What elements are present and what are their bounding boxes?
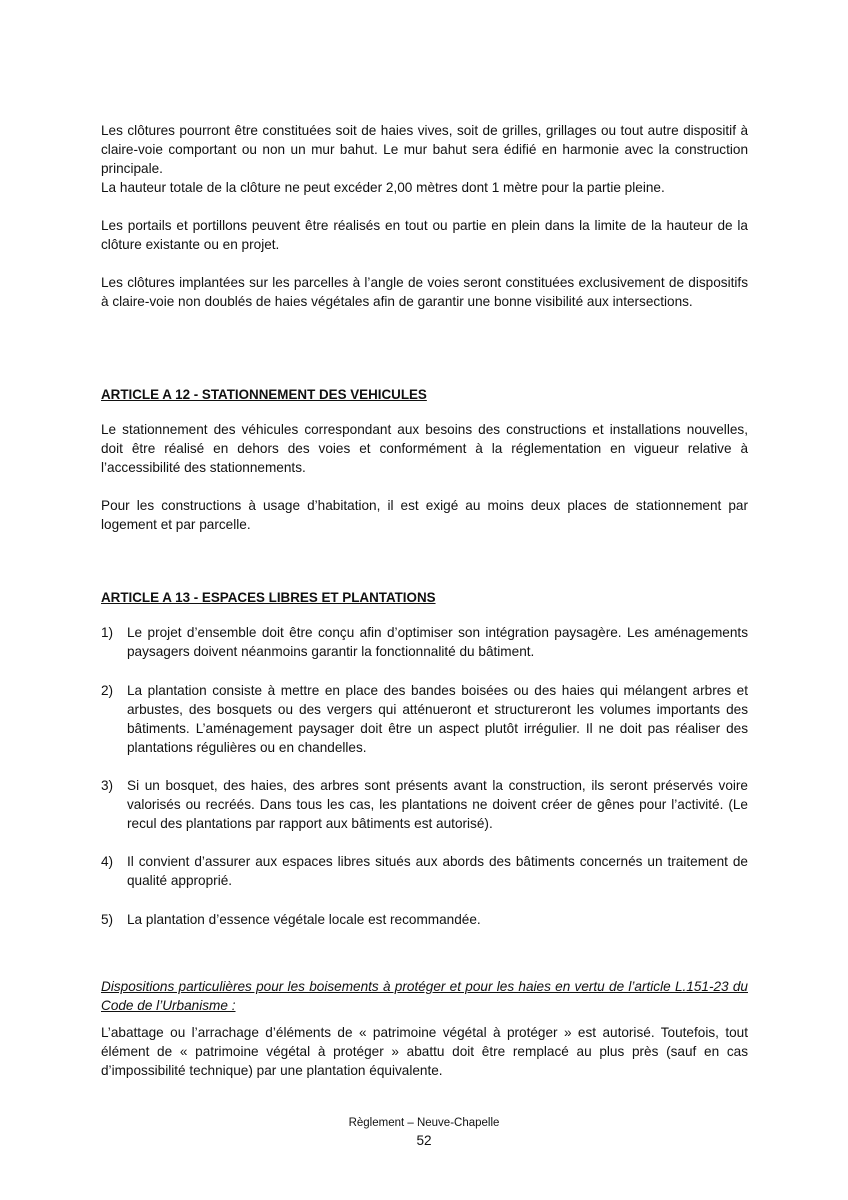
page-number: 52	[416, 1133, 432, 1148]
dispositions-title-text: Dispositions particulières pour les boisements à protéger et pour les haies en vertu de l’article L.151-23 du Code de l’Urbanisme :	[101, 979, 748, 1013]
list-item-text: La plantation consiste à mettre en place des bandes boisées ou des haies qui mélangent arbres et arbustes, des bosquets ou des vergers qui atténueront et structureront les volumes importants des bâtiments. L’aménagement paysager doit être un aspect plutôt irrégulier. Il ne doit pas réaliser des plantations régulières ou en chandelles.	[127, 683, 748, 755]
list-item-number: 5)	[101, 912, 114, 927]
list-item	[101, 623, 748, 661]
list-item	[101, 776, 748, 833]
list-item-text: Il convient d’assurer aux espaces libres situés aux abords des bâtiments concernés un traitement de qualité approprié.	[127, 854, 748, 888]
article-13-heading: ARTICLE A 13 - ESPACES LIBRES ET PLANTATIONS	[101, 590, 436, 605]
article-12-text-2: Pour les constructions à usage d’habitation, il est exigé au moins deux places de stationnement par logement et par parcelle.	[101, 498, 748, 532]
intro-text-2: Les portails et portillons peuvent être réalisés en tout ou partie en plein dans la limite de la hauteur de la clôture existante ou en projet.	[101, 218, 748, 252]
list-item	[101, 681, 748, 757]
list-item	[101, 910, 748, 929]
footer-label: Règlement – Neuve-Chapelle	[348, 1117, 500, 1129]
list-item-text: La plantation d’essence végétale locale est recommandée.	[127, 912, 481, 927]
list-item-number: 4)	[101, 854, 114, 869]
article-12-paragraph-2	[101, 496, 748, 534]
intro-paragraph-1	[101, 121, 748, 197]
dispositions-title	[101, 977, 748, 1015]
dispositions-paragraph	[101, 1023, 748, 1080]
list-item-number: 2)	[101, 683, 114, 698]
intro-text-1a: Les clôtures pourront être constituées soit de haies vives, soit de grilles, grillages ou tout autre dispositif à claire-voie comportant ou non un mur bahut. Le mur bahut sera édifié en harmonie avec la construction principale.	[101, 123, 748, 176]
list-item-text: Si un bosquet, des haies, des arbres sont présents avant la construction, ils seront préservés voire valorisés ou recréés. Dans tous les cas, les plantations ne doivent créer de gênes pour l’activité. (Le recul des plantations par rapport aux bâtiments est autorisé).	[127, 778, 748, 831]
article-12-heading: ARTICLE A 12 - STATIONNEMENT DES VEHICULES	[101, 387, 427, 402]
intro-text-3: Les clôtures implantées sur les parcelles à l’angle de voies seront constituées exclusivement de dispositifs à claire-voie non doublés de haies végétales afin de garantir une bonne visibilité aux intersections.	[101, 275, 748, 309]
article-12-paragraph-1	[101, 420, 748, 477]
article-12-text-1: Le stationnement des véhicules correspondant aux besoins des constructions et installations nouvelles, doit être réalisé en dehors des voies et conformément à la réglementation en vigueur relative à l’accessibilité des stationnements.	[101, 422, 748, 475]
list-item-number: 1)	[101, 625, 114, 640]
intro-paragraph-2	[101, 216, 748, 254]
list-item	[101, 852, 748, 890]
dispositions-text: L’abattage ou l’arrachage d’éléments de « patrimoine végétal à protéger » est autorisé. Toutefois, tout élément de « patrimoine végétal à protéger » abattu doit être remplacé au plus près (sauf en cas d’impossibilité technique) par une plantation équivalente.	[101, 1025, 748, 1078]
intro-paragraph-3	[101, 273, 748, 311]
list-item-number: 3)	[101, 778, 114, 793]
intro-text-1b: La hauteur totale de la clôture ne peut excéder 2,00 mètres dont 1 mètre pour la partie pleine.	[101, 180, 665, 195]
list-item-text: Le projet d’ensemble doit être conçu afin d’optimiser son intégration paysagère. Les aménagements paysagers doivent néanmoins garantir la fonctionnalité du bâtiment.	[127, 625, 748, 659]
